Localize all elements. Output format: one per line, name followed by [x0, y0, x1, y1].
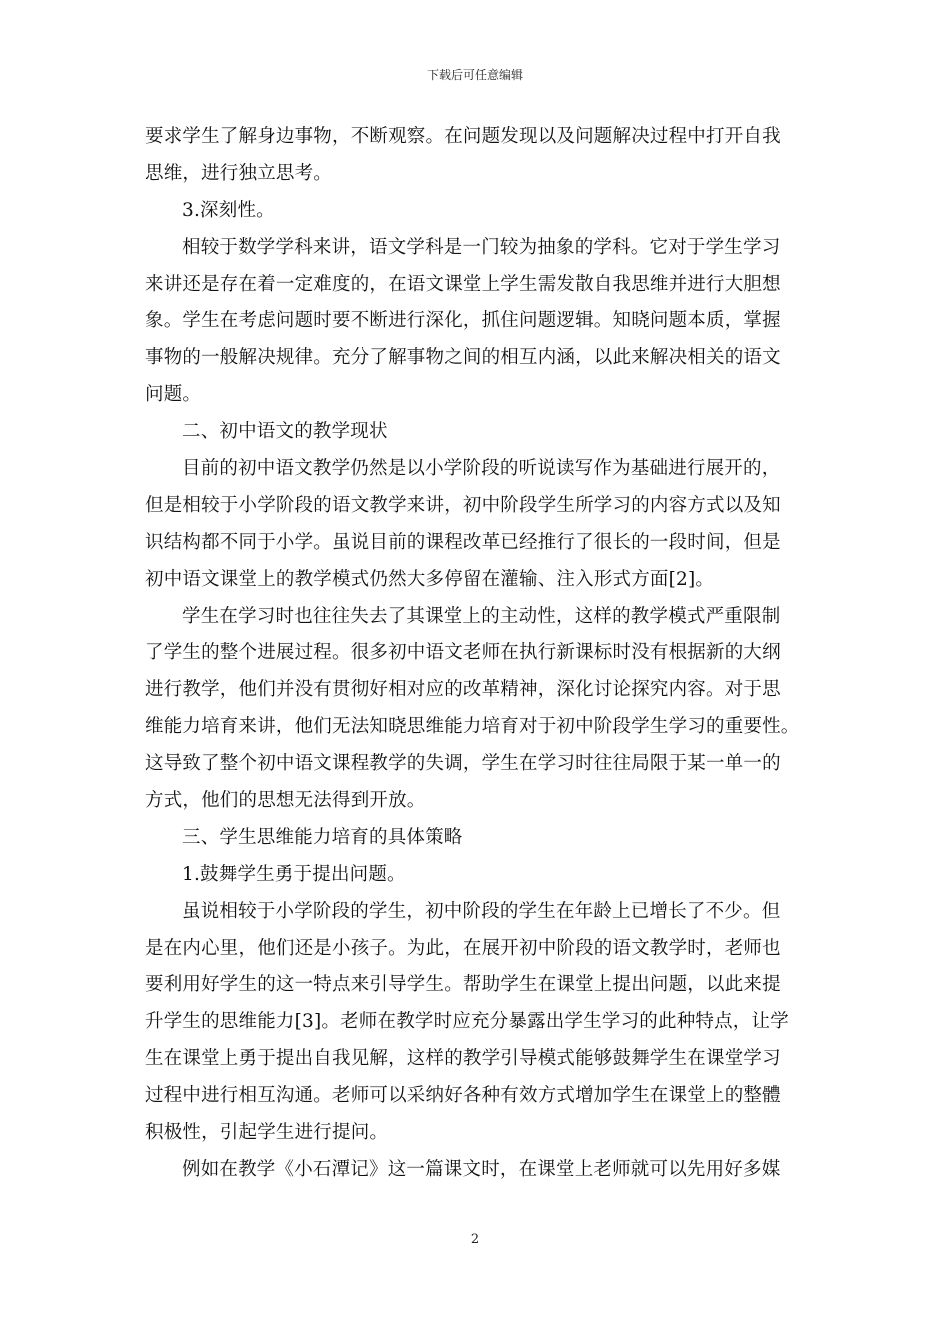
text-line: 方式，他们的思想无法得到开放。	[145, 790, 426, 812]
text-line: 虽说相较于小学阶段的学生，初中阶段的学生在年龄上已增长了不少。但	[182, 900, 781, 922]
text-line: 生在课堂上勇于提出自我见解，这样的教学引导模式能够鼓舞学生在课堂学习	[145, 1048, 781, 1070]
text-line: 了学生的整个进展过程。很多初中语文老师在执行新课标时没有根据新的大纲	[145, 642, 781, 664]
text-line: 这导致了整个初中语文课程教学的失调，学生在学习时往往局限于某一单一的	[145, 753, 781, 775]
text-line: 来讲还是存在着一定难度的，在语文课堂上学生需发散自我思维并进行大胆想	[145, 273, 781, 295]
text-line: 例如在教学《小石潭记》这一篇课文时，在课堂上老师就可以先用好多媒	[182, 1158, 781, 1180]
document-body	[145, 119, 810, 1189]
text-line: 目前的初中语文教学仍然是以小学阶段的听说读写作为基础进行展开的，	[182, 458, 781, 480]
text-line: 但是相较于小学阶段的语文教学来讲，初中阶段学生所学习的内容方式以及知	[145, 494, 781, 516]
text-line: 要利用好学生的这一特点来引导学生。帮助学生在课堂上提出问题，以此来提	[145, 974, 781, 996]
text-line: 过程中进行相互沟通。老师可以采纳好各种有效方式增加学生在课堂上的整體	[145, 1085, 781, 1107]
text-line: 事物的一般解决规律。充分了解事物之间的相互内涵，以此来解决相关的语文	[145, 347, 781, 369]
text-line: 要求学生了解身边事物，不断观察。在问题发现以及问题解决过程中打开自我	[145, 126, 781, 147]
subheading: 1.鼓舞学生勇于提出问题。	[182, 863, 406, 885]
section-heading: 三、学生思维能力培育的具体策略	[182, 826, 463, 848]
text-line: 是在内心里，他们还是小孩子。为此，在展开初中阶段的语文教学时，老师也	[145, 937, 781, 959]
text-line: 进行教学，他们并没有贯彻好相对应的改革精神，深化讨论探究内容。对于思	[145, 679, 781, 701]
text-line: 升学生的思维能力[3]。老师在教学时应充分暴露出学生学习的此种特点，让学	[145, 1011, 789, 1033]
text-line: 问题。	[145, 384, 202, 406]
page-header: 下载后可任意编辑	[426, 68, 523, 82]
text-line: 学生在学习时也往往失去了其课堂上的主动性，这样的教学模式严重限制	[182, 605, 781, 627]
text-line: 初中语文课堂上的教学模式仍然大多停留在灌输、注入形式方面[2]。	[145, 568, 715, 590]
text-line: 识结构都不同于小学。虽说目前的课程改革已经推行了很长的一段时间，但是	[145, 531, 781, 553]
text-line: 象。学生在考虑问题时要不断进行深化，抓住问题逻辑。知晓问题本质，掌握	[145, 310, 781, 332]
page-number: 2	[470, 1232, 480, 1247]
subheading: 3.深刻性。	[182, 199, 275, 221]
text-line: 维能力培育来讲，他们无法知晓思维能力培育对于初中阶段学生学习的重要性。	[145, 716, 800, 738]
text-line: 思维，进行独立思考。	[145, 162, 333, 184]
text-line: 积极性，引起学生进行提问。	[145, 1122, 389, 1144]
text-line: 相较于数学学科来讲，语文学科是一门较为抽象的学科。它对于学生学习	[182, 236, 781, 258]
section-heading: 二、初中语文的教学现状	[182, 421, 388, 443]
